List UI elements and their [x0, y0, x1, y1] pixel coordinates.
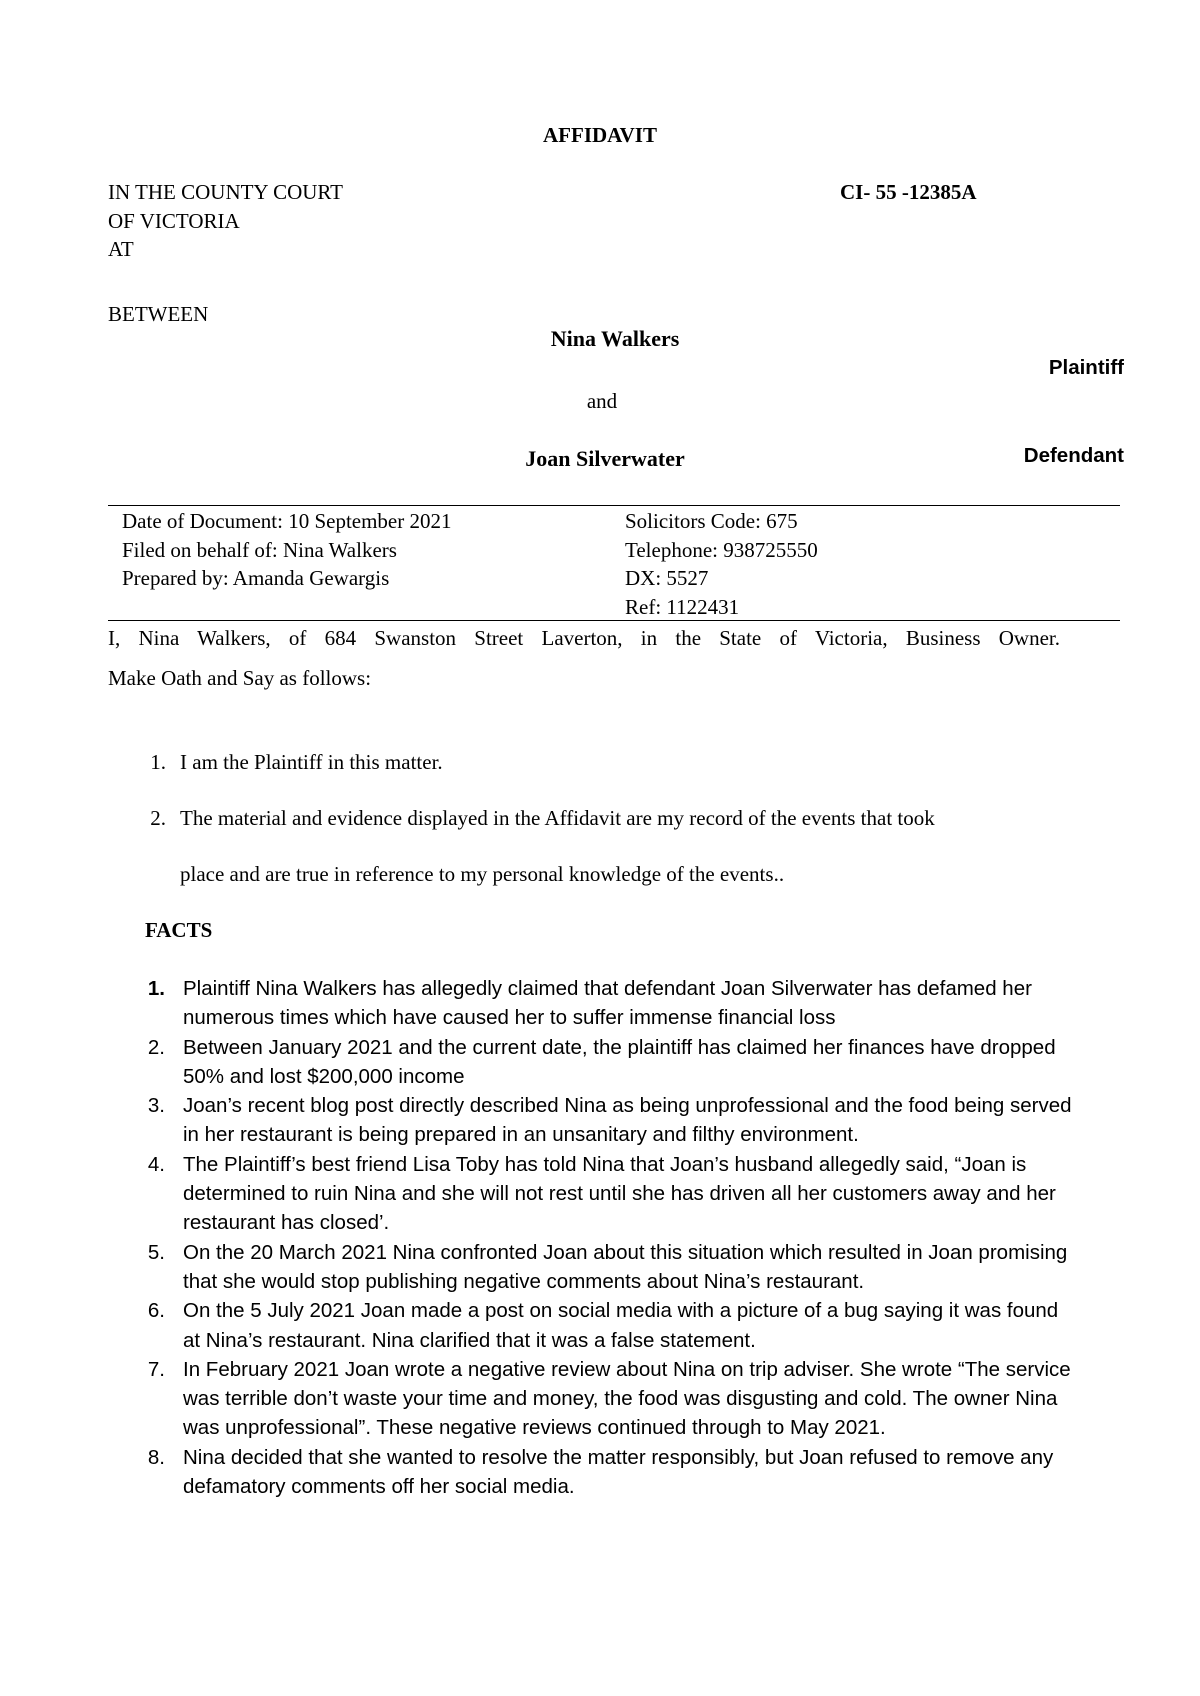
fact-item — [140, 1150, 1080, 1238]
prepared-by: Prepared by: Amanda Gewargis — [122, 566, 390, 590]
court-line: OF VICTORIA — [108, 208, 240, 233]
and-label: and — [586, 389, 618, 413]
fact-number: 1. — [147, 977, 165, 1000]
court-line: IN THE COUNTY COURT — [108, 180, 343, 204]
fact-text: On the 5 July 2021 Joan made a post on social media with a picture of a bug saying it was found at Nina’s restaurant. Nina clarified that it was a false statement. — [183, 1299, 1059, 1352]
fact-number: 8. — [147, 1445, 165, 1469]
fact-number: 3. — [147, 1094, 165, 1118]
fact-text: The Plaintiff’s best friend Lisa Toby has told Nina that Joan’s husband allegedly said, “Joan is determined to ruin Nina and she will not rest until she has driven all her customers away and her restaurant has closed’. — [183, 1152, 1056, 1235]
dx-number: DX: 5527 — [625, 566, 709, 590]
fact-item — [140, 1238, 1080, 1297]
filed-on-behalf-of: Filed on behalf of: Nina Walkers — [122, 537, 397, 562]
telephone: Telephone: 938725550 — [625, 537, 818, 562]
fact-item — [140, 1355, 1080, 1443]
facts-heading: FACTS — [145, 918, 213, 942]
deponent-statement: I, Nina Walkers, of 684 Swanston Street Laverton, in the State of Victoria, Business Owner. — [108, 626, 1060, 650]
fact-text: On the 20 March 2021 Nina confronted Joan about this situation which resulted in Joan promising that she would stop publishing negative comments about Nina’s restaurant. — [183, 1240, 1068, 1293]
fact-item — [140, 1443, 1080, 1502]
fact-text: Between January 2021 and the current date, the plaintiff has claimed her finances have dropped 50% and lost $200,000 income — [183, 1035, 1056, 1088]
facts-list — [140, 974, 1080, 1501]
solicitors-code: Solicitors Code: 675 — [625, 509, 798, 533]
plaintiff-role: Plaintiff — [1048, 356, 1124, 379]
statement-number: 2. — [150, 806, 166, 830]
fact-text: Nina decided that she wanted to resolve the matter responsibly, but Joan refused to remove any defamatory comments off her social media. — [183, 1445, 1054, 1499]
defendant-role: Defendant — [1023, 444, 1124, 467]
court-line: AT — [108, 237, 134, 261]
case-number: CI- 55 -12385A — [840, 180, 977, 204]
fact-number: 4. — [147, 1152, 165, 1176]
filing-details-top-rule — [108, 505, 1120, 506]
statement-text: I am the Plaintiff in this matter. — [180, 750, 443, 774]
court-name-block — [108, 178, 343, 264]
fact-item — [140, 974, 1080, 1033]
fact-number: 5. — [147, 1240, 165, 1264]
fact-text: In February 2021 Joan wrote a negative review about Nina on trip adviser. She wrote “The service was terrible don’t waste your time and money, the food was disgusting and cold. The owner Nina was unprofessional”. These negative reviews continued through to May 2021. — [183, 1357, 1071, 1440]
filing-details-left — [122, 507, 452, 593]
fact-item — [140, 1033, 1080, 1092]
reference-number: Ref: 1122431 — [625, 594, 740, 619]
fact-text: Plaintiff Nina Walkers has allegedly claimed that defendant Joan Silverwater has defamed her numerous times which have caused her to suffer immense financial loss — [183, 977, 1032, 1030]
filing-details-right — [625, 507, 818, 621]
between-label: BETWEEN — [108, 302, 209, 326]
fact-number: 7. — [147, 1357, 165, 1381]
statement-text: place and are true in reference to my personal knowledge of the events.. — [180, 862, 785, 886]
oath-line: Make Oath and Say as follows: — [108, 666, 372, 690]
statement-text: The material and evidence displayed in the Affidavit are my record of the events that took — [180, 806, 935, 830]
fact-number: 6. — [147, 1299, 165, 1323]
fact-item — [140, 1296, 1080, 1355]
document-title: AFFIDAVIT — [543, 123, 657, 147]
fact-number: 2. — [147, 1035, 165, 1059]
defendant-name: Joan Silverwater — [525, 446, 685, 471]
date-of-document: Date of Document: 10 September 2021 — [122, 509, 452, 533]
statement-number: 1. — [150, 750, 166, 774]
fact-item — [140, 1091, 1080, 1150]
fact-text: Joan’s recent blog post directly described Nina as being unprofessional and the food being served in her restaurant is being prepared in an unsanitary and filthy environment. — [183, 1094, 1072, 1147]
plaintiff-name: Nina Walkers — [550, 326, 680, 351]
filing-details-bottom-rule — [108, 620, 1120, 621]
